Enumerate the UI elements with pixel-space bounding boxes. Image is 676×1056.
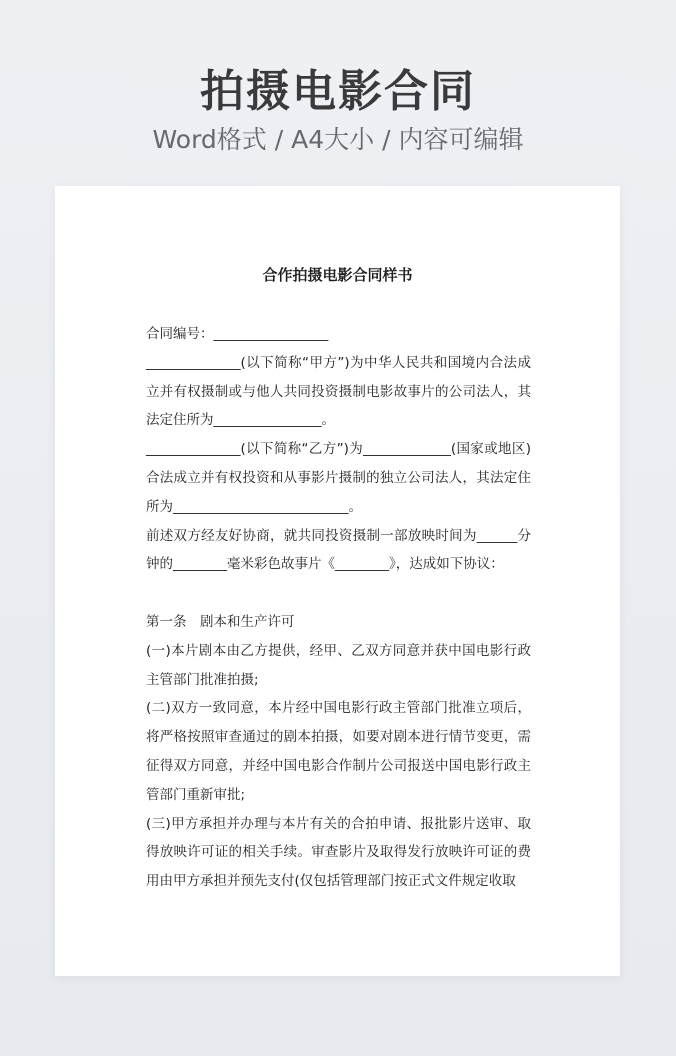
party-a-paragraph: ______________(以下简称“甲方”)为中华人民共和国境内合法成立并有权摄制或与他人共同投资摄制电影故事片的公司法人，其法定住所为________________。	[146, 354, 531, 429]
document-body	[146, 320, 531, 896]
clause-3: (三)甲方承担并办理与本片有关的合拍申请、报批影片送审、取得放映许可证的相关手续。审查影片及取得发行放映许可证的费用由甲方承担并预先支付(仅包括管理部门按正式文件规定收取	[146, 815, 531, 890]
document-page	[55, 186, 620, 976]
clause-2: (二)双方一致同意，本片经中国电影行政主管部门批准立项后，将严格按照审查通过的剧本拍摄，如要对剧本进行情节变更，需征得双方同意，并经中国电影合作制片公司报送中国电影行政主管部门重新审批;	[146, 700, 531, 803]
paragraph-spacer	[146, 579, 531, 608]
agreement-intro-paragraph: 前述双方经友好协商，就共同投资摄制一部放映时间为______分钟的________毫米彩色故事片《________》，达成如下协议：	[146, 527, 531, 573]
page-subtitle: Word格式 / A4大小 / 内容可编辑	[152, 125, 524, 154]
party-b-paragraph: ______________(以下简称“乙方”)为_____________(国家或地区)合法成立并有权投资和从事影片摄制的独立公司法人，其法定住所为__________________________。	[146, 441, 531, 515]
clause-1: (一)本片剧本由乙方提供，经甲、乙双方同意并获中国电影行政主管部门批准拍摄;	[146, 642, 531, 688]
contract-number: 合同编号：_________________	[146, 326, 329, 342]
page-title: 拍摄电影合同	[200, 66, 476, 117]
header	[0, 62, 676, 156]
section-title: 第一条 剧本和生产许可	[146, 613, 295, 630]
document-title: 合作拍摄电影合同样书	[262, 266, 413, 284]
